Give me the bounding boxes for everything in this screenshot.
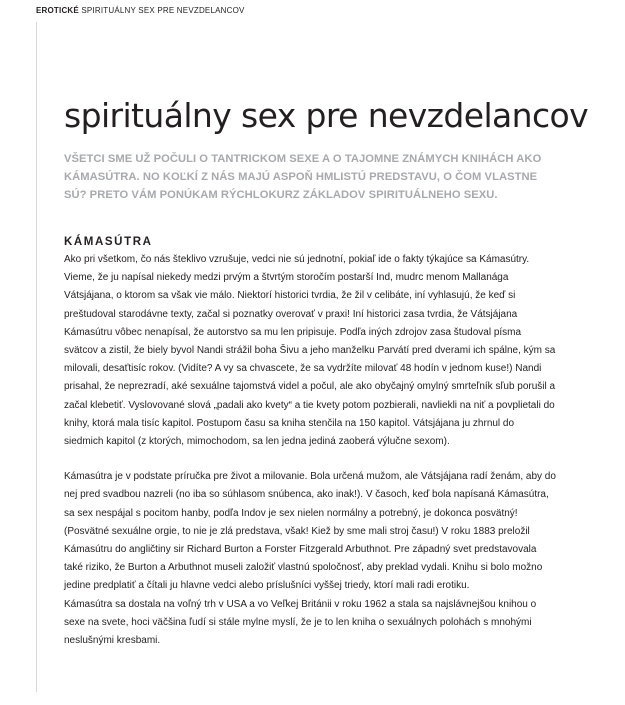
body-paragraph: Kámasútra je v podstate príručka pre život a milovanie. Bola určená mužom, ale Vátsjájana radí ženám, aby do nej pred svadbou nazreli (no iba so súhlasom snúbenca, ako inak!). V časoch, keď bola napísaná Kámasútra, sa sex nespájal s pocitom hanby, podľa Indov je sex nielen normálny a potrebný, je dokonca posvätný! (Posvätné sexuálne orgie, to nie je zlá predstava, však! Kiež by sme mali stroj času!) V roku 1883 preložil Kámasútru do angličtiny sir Richard Burton a Forster Fitzgerald Arbuthnot. Pre západný svet predstavovala také riziko, že Burton a Arbuthnot museli založiť vlastnú spoločnosť, aby preklad vydali. Knihu si bolo možno jedine predplatiť a čítali ju hlavne vedci alebo príslušníci vyššej triedy, ktorí mali radi erotiku. (64, 471, 556, 592)
article-title: spirituálny sex pre nevzdelancov (64, 96, 589, 135)
running-head-subtitle: SPIRITUÁLNY SEX PRE NEVZDELANCOV (81, 6, 245, 15)
body-paragraph: Kámasútra sa dostala na voľný trh v USA a vo Veľkej Británii v roku 1962 a stala sa najslávnejšou knihou o sexe na svete, hoci väčšina ľudí si stále mylne myslí, že je to len kniha o sexuálnych polohách s mnohými neslušnými kresbami. (64, 598, 537, 647)
article-lead: VŠETCI SME UŽ POČULI O TANTRICKOM SEXE A O TAJOMNE ZNÁMYCH KNIHÁCH AKO KÁMASÚTRA. NO KOĽKÍ Z NÁS MAJÚ ASPOŇ HMLISTÚ PREDSTAVU, O ČOM VLASTNE SÚ? PRETO VÁM PONÚKAM RÝCHLOKURZ ZÁKLADOV SPIRITUÁLNEHO SEXU. (64, 153, 542, 201)
page-margin-rule (36, 22, 37, 692)
running-head-section: EROTICKÉ (36, 6, 79, 15)
section-heading: KÁMASÚTRA (64, 236, 153, 248)
running-head (36, 6, 245, 15)
body-paragraph: Ako pri všetkom, čo nás šteklivo vzrušuje, vedci nie sú jednotní, pokiaľ ide o fakty týkajúce sa Kámasútry. Vieme, že ju napísal niekedy medzi prvým a štvrtým storočím postarší Ind, mudrc menom Mallanága Vátsjájana, o ktorom sa však vie málo. Niektorí historici tvrdia, že žil v celibáte, iní vyhlasujú, že keď si preštudoval starodávne texty, začal si poznatky overovať v praxi! Iní historici zasa tvrdia, že Vátsjájana Kámasútru vôbec nenapísal, že autorstvo sa mu len pripisuje. Podľa iných zdrojov zasa študoval písma svätcov a zistil, že biely byvol Nandi strážil boha Šivu a jeho manželku Parvátí pred dverami ich spálne, kým sa milovali, desaťtisíc rokov. (Vidíte? A vy sa chvascete, že sa vydržíte milovať 48 hodín v jednom kuse!) Nandi prisahal, že neprezradí, aké sexuálne tajomstvá videl a počul, ale ako obyčajný omylný smrteľník sľub porušil a začal klebetiť. Vyslovované slová „padali ako kvety“ a tie kvety potom pozbierali, navliekli na niť a povplietali do knihy, ktorá mala tisíc kapitol. Postupom času sa kniha stenčila na 150 kapitol. Vátsjájana ju zhrnul do siedmich kapitol (z ktorých, mimochodom, sa len jedna jediná zaoberá výlučne sexom). (64, 254, 556, 448)
article-body (64, 251, 556, 650)
